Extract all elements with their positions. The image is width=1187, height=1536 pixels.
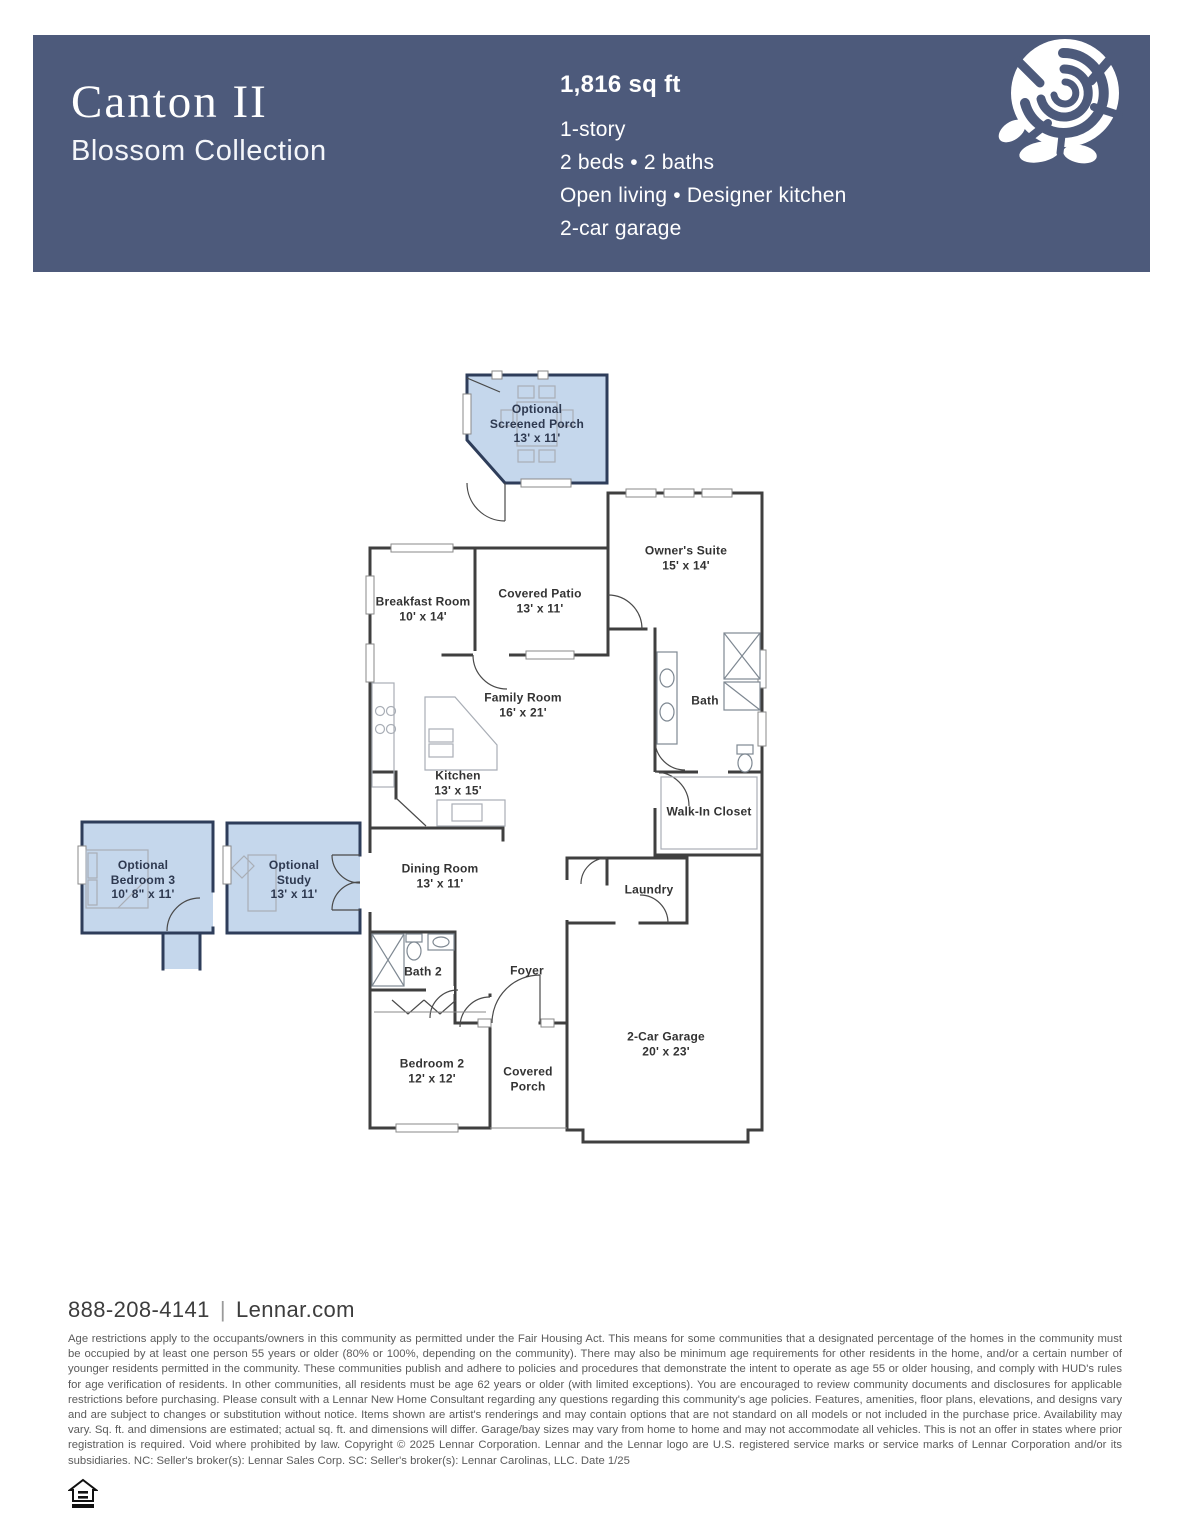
room-label-bedroom-2: Bedroom 2 12' x 12' bbox=[399, 1056, 465, 1085]
room-label-screened-porch: Optional Screened Porch 13' x 11' bbox=[489, 402, 585, 446]
legal-disclaimer: Age restrictions apply to the occupants/owners in this community as permitted under the Fair Housing Act. This means for some communities that a designated percentage of the homes in the community must be occupied by at least one person 55 years or older (80% or 100%, depending on the community). There may also be minimum age requirements for other residents in the home, and/or a certain number of younger residents permitted in the community. These communities publish and adhere to policies and procedures that demonstrate the intent to operate as age 55 or older housing, and comply with HUD's rules for age verification of residents. In other communities, all residents must be age 62 years or older (with limited exceptions). You are encouraged to review community documents and disclosures for applicable restrictions before purchasing. Please consult with a Lennar New Home Consultant regarding any questions regarding this community's age policies. Features, amenities, floor plans, elevations, and designs vary and are subject to changes or substitution without notice. Items shown are artist's renderings and may contain options that are not standard on all models or not included in the purchase price. Availability may vary. Sq. ft. and dimensions are estimated; actual sq. ft. and dimensions will differ. Garage/bay sizes may vary from home to home and may not accommodate all vehicles. This is not an offer in states where prior registration is required. Void where prohibited by law. Copyright © 2025 Lennar Corporation. Lennar and the Lennar logo are U.S. registered service marks or service marks of Lennar Corporation and/or its subsidiaries. NC: Seller's broker(s): Lennar Sales Corp. SC: Seller's broker(s): Lennar Carolinas, LLC. Date 1/25 bbox=[68, 1333, 1122, 1467]
room-label-garage: 2-Car Garage 20' x 23' bbox=[627, 1029, 705, 1058]
page-title: Canton II bbox=[71, 76, 268, 128]
room-label-bath-2: Bath 2 bbox=[404, 964, 442, 979]
room-label-bath: Bath bbox=[691, 693, 719, 708]
room-label-dining-room: Dining Room 13' x 11' bbox=[401, 861, 479, 890]
spec-beds-baths: 2 beds • 2 baths bbox=[560, 151, 715, 174]
contact-separator: | bbox=[219, 1297, 226, 1322]
room-label-family-room: Family Room 16' x 21' bbox=[484, 690, 562, 719]
sqft-value: 1,816 sq ft bbox=[560, 71, 681, 98]
room-label-breakfast-room: Breakfast Room 10' x 14' bbox=[375, 594, 471, 623]
room-label-covered-patio: Covered Patio 13' x 11' bbox=[498, 586, 582, 615]
collection-name: Blossom Collection bbox=[71, 135, 327, 167]
equal-housing-icon bbox=[68, 1478, 98, 1512]
room-label-walk-in-closet: Walk-In Closet bbox=[666, 804, 752, 819]
room-label-optional-study: Optional Study 13' x 11' bbox=[268, 858, 320, 902]
room-label-covered-porch: Covered Porch bbox=[503, 1064, 553, 1093]
room-label-kitchen: Kitchen 13' x 15' bbox=[434, 768, 482, 797]
windows-group bbox=[78, 371, 766, 1132]
room-label-foyer: Foyer bbox=[510, 963, 544, 978]
spec-garage: 2-car garage bbox=[560, 217, 682, 240]
room-label-owners-suite: Owner's Suite 15' x 14' bbox=[644, 543, 728, 572]
room-label-laundry: Laundry bbox=[624, 882, 674, 897]
website-link[interactable]: Lennar.com bbox=[235, 1297, 355, 1322]
spec-stories: 1-story bbox=[560, 118, 626, 141]
spec-features: Open living • Designer kitchen bbox=[560, 184, 847, 207]
room-label-optional-bedroom-3: Optional Bedroom 3 10' 8" x 11' bbox=[110, 858, 176, 902]
phone-number: 888-208-4141 bbox=[68, 1297, 210, 1322]
contact-line bbox=[68, 1297, 355, 1323]
